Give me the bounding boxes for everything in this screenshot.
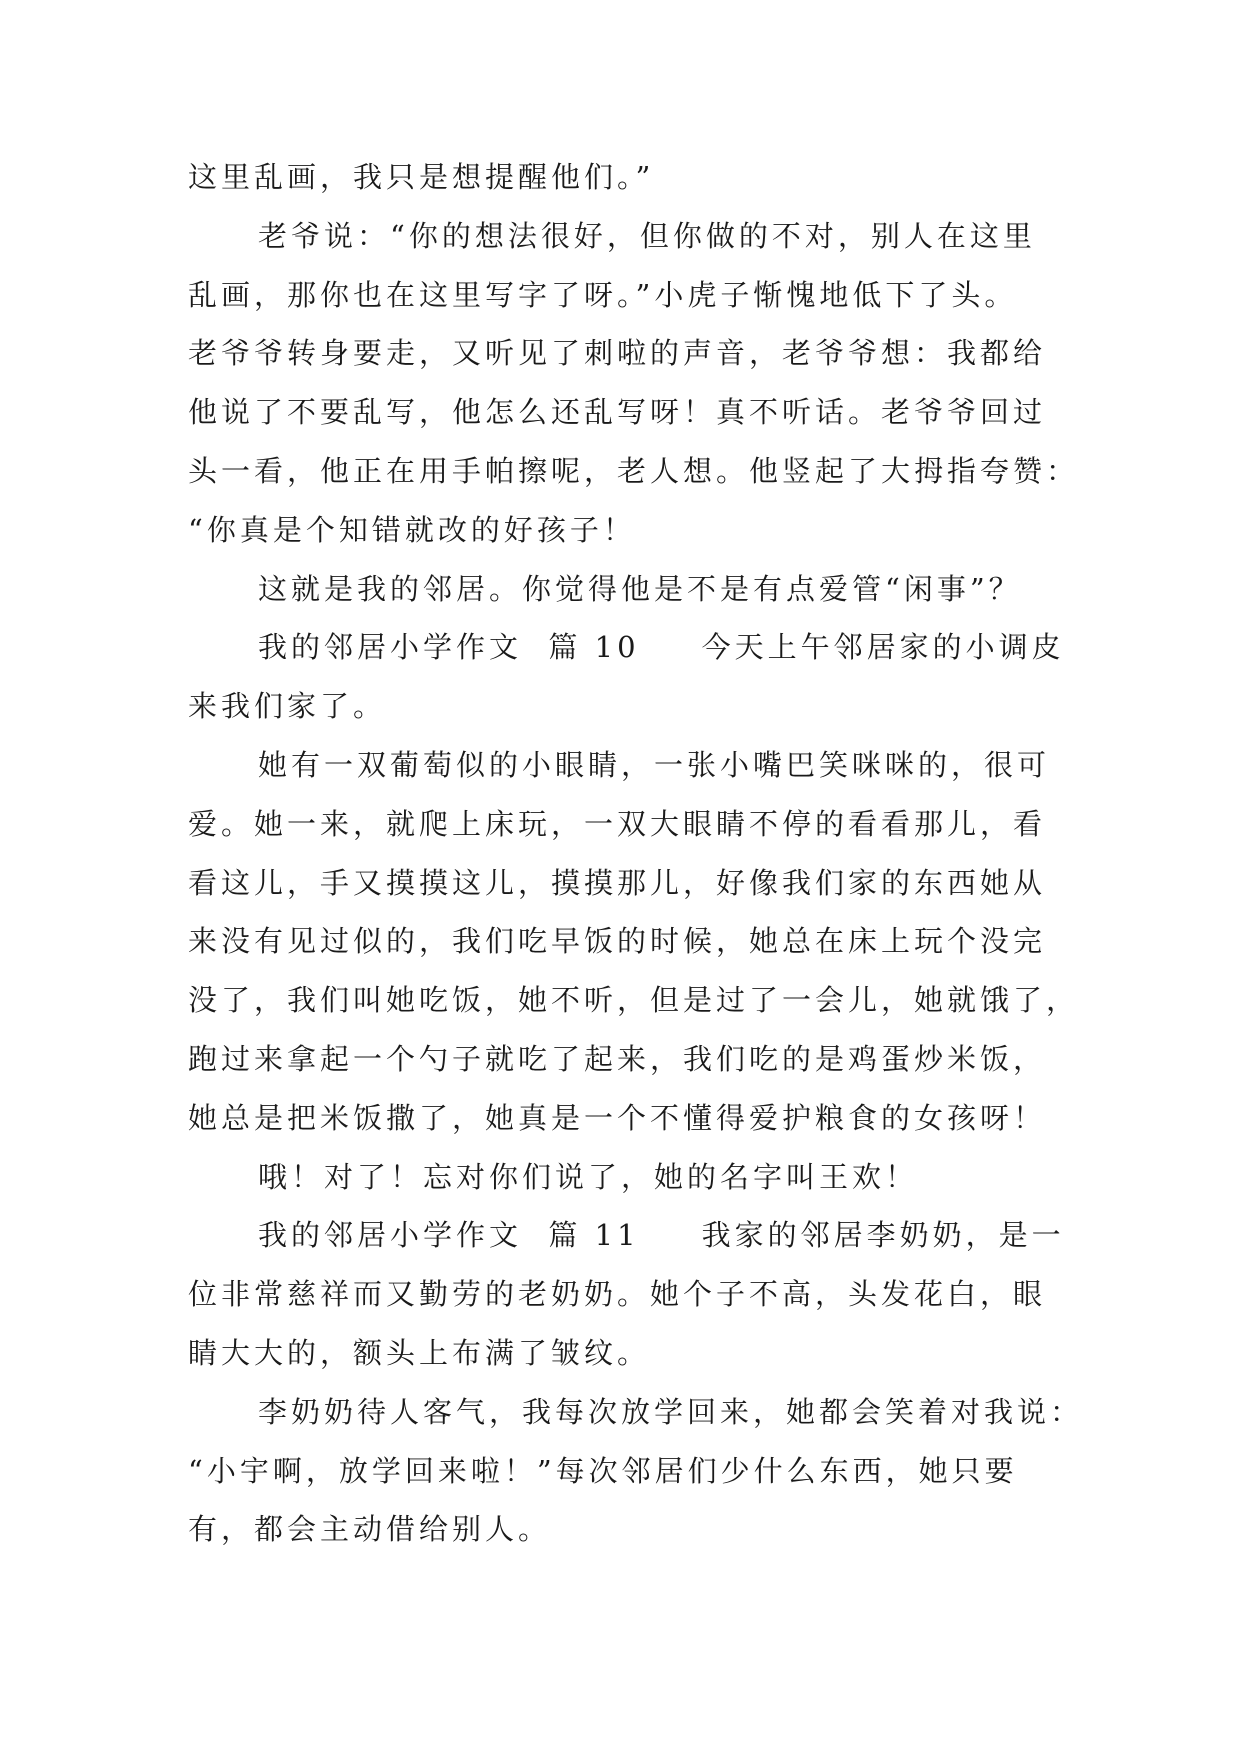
text-line (188, 1159, 1048, 1218)
line-text: 来我们家了。 (188, 689, 387, 724)
section-heading-line (188, 629, 1065, 688)
line-text: 老爷爷转身要走，又听见了刺啦的声音，老爷爷想：我都给 (188, 336, 1047, 371)
text-line (188, 1276, 1048, 1335)
text-line (188, 335, 1048, 394)
line-text: 跑过来拿起一个勺子就吃了起来，我们吃的是鸡蛋炒米饭， (188, 1041, 1047, 1076)
line-text: 李奶奶待人客气，我每次放学回来，她都会笑着对我说： (258, 1394, 1084, 1429)
line-text: 有，都会主动借给别人。 (188, 1512, 552, 1547)
text-line (188, 1335, 1048, 1394)
line-text: 她总是把米饭撒了，她真是一个不懂得爱护粮食的女孩呀！ (188, 1100, 1047, 1135)
line-text: 今天上午邻居家的小调皮 (701, 630, 1065, 665)
line-text: 来没有见过似的，我们吃早饭的时候，她总在床上玩个没完 (188, 924, 1047, 959)
line-text: 头一看，他正在用手帕擦呢，老人想。他竖起了大拇指夸赞： (188, 453, 1080, 488)
text-line (188, 1453, 1048, 1512)
text-line (188, 688, 1048, 747)
text-line (188, 747, 1051, 806)
text-line (188, 218, 1048, 277)
text-line (188, 394, 1048, 453)
line-text: 这就是我的邻居。你觉得他是不是有点爱管“闲事”？ (258, 571, 1022, 606)
line-text: 哦！对了！忘对你们说了，她的名字叫王欢！ (258, 1159, 919, 1194)
essay-text (188, 159, 1084, 1570)
line-text: “你真是个知错就改的好孩子！ (188, 512, 636, 547)
text-line (188, 159, 1048, 218)
text-line (188, 982, 1080, 1041)
text-line (188, 865, 1048, 924)
text-line (188, 1394, 1084, 1453)
line-text: 爱。她一来，就爬上床玩，一双大眼睛不停的看看那儿，看 (188, 806, 1047, 841)
text-line (188, 571, 1048, 630)
line-text: 她有一双葡萄似的小眼睛，一张小嘴巴笑咪咪的，很可 (258, 747, 1051, 782)
text-line (188, 277, 1048, 336)
text-line (188, 806, 1048, 865)
line-text: “小宇啊，放学回来啦！”每次邻居们少什么东西，她只要 (188, 1453, 1018, 1488)
text-line (188, 923, 1048, 982)
line-text: 我家的邻居李奶奶，是一 (701, 1218, 1065, 1253)
line-text: 他说了不要乱写，他怎么还乱写呀！真不听话。老爷爷回过 (188, 395, 1047, 430)
line-text: 老爷说：“你的想法很好，但你做的不对，别人在这里 (258, 218, 1036, 253)
line-text: 位非常慈祥而又勤劳的老奶奶。她个子不高，头发花白，眼 (188, 1277, 1047, 1312)
section-heading-line (188, 1217, 1065, 1276)
line-text: 这里乱画，我只是想提醒他们。” (188, 160, 655, 194)
line-text: 睛大大的，额头上布满了皱纹。 (188, 1335, 651, 1370)
text-line (188, 1041, 1048, 1100)
text-line (188, 1511, 1048, 1570)
line-text: 乱画，那你也在这里写字了呀。”小虎子惭愧地低下了头。 (188, 277, 1018, 312)
section-heading: 我的邻居小学作文 篇 11 (258, 1218, 640, 1253)
text-line (188, 1100, 1048, 1159)
section-heading: 我的邻居小学作文 篇 10 (258, 630, 640, 665)
text-line (188, 453, 1080, 512)
line-text: 看这儿，手又摸摸这儿，摸摸那儿，好像我们家的东西她从 (188, 865, 1047, 900)
line-text: 没了，我们叫她吃饭，她不听，但是过了一会儿，她就饿了， (188, 983, 1080, 1018)
text-line (188, 512, 1048, 571)
